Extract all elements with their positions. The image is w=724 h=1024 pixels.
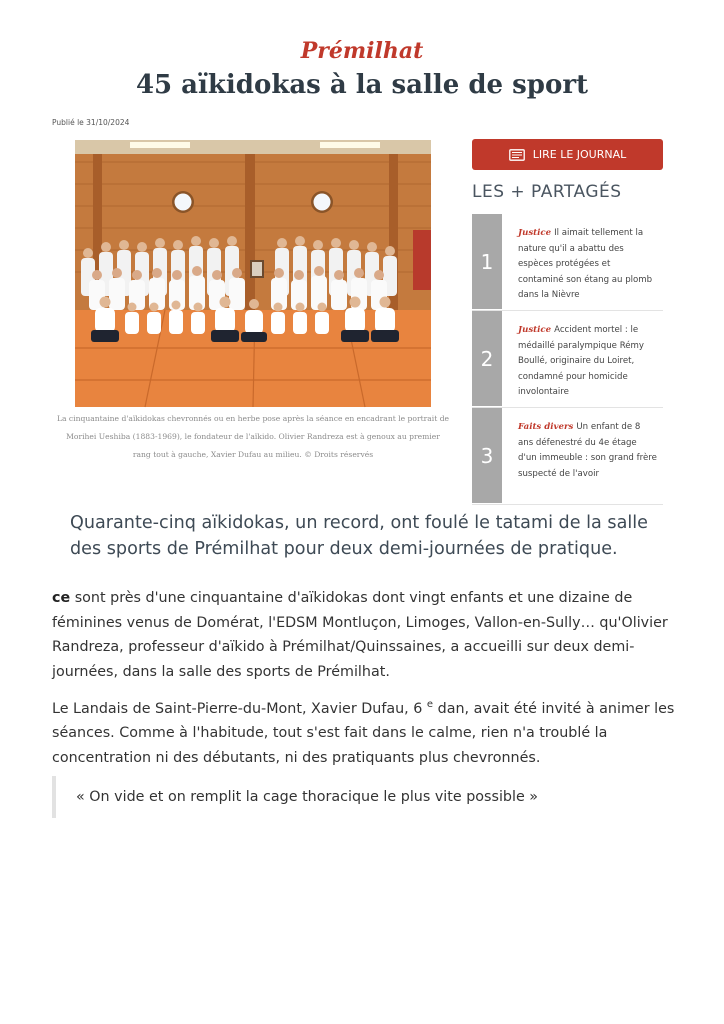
newspaper-icon xyxy=(509,149,525,161)
article-paragraph-2 xyxy=(52,693,682,770)
article-photo[interactable] xyxy=(75,140,431,407)
paragraph-text: Le Landais de Saint-Pierre-du-Mont, Xavier Dufau, 6 xyxy=(52,700,427,717)
item-headline: Accident mortel : le médaillé paralympique Rémy Boullé, originaire du Loiret, condamné pour homicide involontaire xyxy=(518,325,645,397)
item-category: Faits divers xyxy=(518,422,574,432)
most-shared-item-2[interactable] xyxy=(472,311,663,408)
group-photo-image xyxy=(75,140,431,407)
article-lead: Quarante-cinq aïkidokas, un record, ont foulé le tatami de la salle des sports de Prémilhat pour deux demi-journées de pratique. xyxy=(70,513,648,559)
item-category: Justice xyxy=(518,325,552,335)
ordinal-suffix: e xyxy=(426,699,434,710)
most-shared-item-1[interactable] xyxy=(472,214,663,311)
item-number: 2 xyxy=(472,311,502,406)
paragraph-text: sont près d'une cinquantaine d'aïkidokas dont vingt enfants et une dizaine de féminines venus de Domérat, l'EDSM Montluçon, Limoges, Vallon-en-Sully… qu'Olivier Randreza, professeur d'aïkido à Prémilhat/Quinssaines, a accueilli sur deux demi-journées, dans la salle des sports de Prémilhat. xyxy=(52,590,668,680)
most-shared-list xyxy=(472,214,663,479)
photo-caption: La cinquantaine d'aïkidokas chevronnés ou en herbe pose après la séance en encadrant le portrait de Morihei Ueshiba (1883-1969), le fondateur de l'aïkido. Olivier Randreza est à genoux au premier rang tout à gauche, Xavier Dufau au milieu. © Droits réservés xyxy=(56,414,450,459)
paragraph-lead-word: ce xyxy=(52,590,71,606)
publish-date: Publié le 31/10/2024 xyxy=(52,118,130,127)
article-title: 45 aïkidokas à la salle de sport xyxy=(135,70,589,100)
article-kicker: Prémilhat xyxy=(300,38,424,64)
item-category: Justice xyxy=(518,228,552,238)
article-paragraph-1 xyxy=(52,586,682,684)
item-text[interactable] xyxy=(518,420,658,482)
read-newspaper-label: LIRE LE JOURNAL xyxy=(532,148,627,161)
item-text[interactable] xyxy=(518,226,658,304)
article-quote: « On vide et on remplit la cage thoracique le plus vite possible » xyxy=(52,776,652,818)
item-headline: Un enfant de 8 ans défenestré du 4e étage d'un immeuble : son grand frère suspecté de l'avoir xyxy=(518,422,657,479)
most-shared-item-3[interactable] xyxy=(472,408,663,505)
item-headline: Il aimait tellement la nature qu'il a abattu des espèces protégées et contaminé son étang au plomb dans la Nièvre xyxy=(518,228,653,300)
item-number: 1 xyxy=(472,214,502,309)
item-number: 3 xyxy=(472,408,502,503)
item-text[interactable] xyxy=(518,323,658,401)
paragraph-text: dan, avait été invité à animer les séances. Comme à l'habitude, tout s'est fait dans le calme, rien n'a troublé la concentration ni des débutants, ni des pratiquants plus chevronnés. xyxy=(52,700,675,766)
most-shared-title: LES + PARTAGÉS xyxy=(472,182,622,202)
read-newspaper-button[interactable] xyxy=(472,139,663,170)
